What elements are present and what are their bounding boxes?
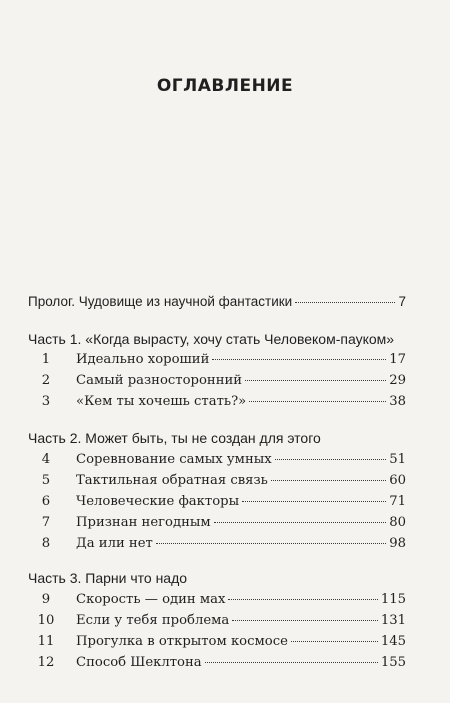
chapter-page: 60 [389, 473, 406, 488]
chapter-page: 115 [380, 592, 406, 607]
chapter-page: 80 [389, 515, 406, 530]
chapter-title: Идеально хороший [76, 352, 210, 367]
toc-entry-chapter-9 [28, 592, 406, 612]
toc-entry-chapter-6 [28, 494, 406, 514]
toc-entry-chapter-2 [28, 373, 406, 393]
chapter-number: 12 [37, 655, 55, 670]
toc-entry-chapter-3 [28, 394, 406, 414]
chapter-page: 38 [389, 394, 406, 409]
chapter-title: Человеческие факторы [76, 494, 240, 509]
chapter-page: 71 [389, 494, 406, 509]
chapter-number: 7 [41, 515, 51, 530]
chapter-title: «Кем ты хочешь стать?» [76, 394, 247, 409]
toc-entry-chapter-10 [28, 613, 406, 633]
chapter-number: 8 [41, 536, 51, 551]
dot-leader [242, 501, 386, 502]
chapter-title: Признан негодным [76, 515, 211, 530]
toc-entry-chapter-1 [28, 352, 406, 372]
chapter-page: 98 [389, 536, 406, 551]
toc-entry-chapter-4 [28, 452, 406, 472]
toc-entry-title: Пролог. Чудовище из научной фантастики [28, 294, 293, 309]
chapter-title: Самый разносторонний [76, 373, 243, 388]
part-heading-1: Часть 1. «Когда вырасту, хочу стать Человеком-пауком» [28, 331, 395, 347]
part-heading-3: Часть 3. Парни что надо [28, 570, 188, 586]
chapter-title: Соревнование самых умных [76, 452, 272, 467]
dot-leader [232, 620, 378, 621]
toc-entry-chapter-12 [28, 655, 406, 675]
chapter-page: 155 [380, 655, 406, 670]
chapter-number: 2 [41, 373, 51, 388]
toc-entry-chapter-11 [28, 634, 406, 654]
dot-leader [205, 662, 378, 663]
chapter-number: 1 [41, 352, 51, 367]
dot-leader [275, 459, 387, 460]
chapter-title: Прогулка в открытом космосе [76, 634, 288, 649]
chapter-number: 11 [37, 634, 55, 649]
dot-leader [295, 302, 395, 303]
dot-leader [228, 599, 377, 600]
chapter-page: 51 [389, 452, 406, 467]
toc-entry-prologue [28, 294, 406, 314]
chapter-title: Да или нет [76, 536, 153, 551]
chapter-number: 9 [41, 592, 51, 607]
toc-entry-chapter-7 [28, 515, 406, 535]
toc-entry-page: 7 [398, 294, 406, 309]
chapter-title: Тактильная обратная связь [76, 473, 268, 488]
page-title: ОГЛАВЛЕНИЕ [156, 76, 294, 96]
chapter-number: 10 [37, 613, 55, 628]
chapter-page: 29 [389, 373, 406, 388]
dot-leader [249, 401, 386, 402]
toc-entry-chapter-5 [28, 473, 406, 493]
chapter-title: Скорость — один мах [76, 592, 226, 607]
part-heading-2: Часть 2. Может быть, ты не создан для этого [28, 430, 321, 446]
dot-leader [214, 522, 387, 523]
chapter-page: 145 [380, 634, 406, 649]
chapter-number: 6 [41, 494, 51, 509]
toc-entry-chapter-8 [28, 536, 406, 556]
chapter-page: 17 [389, 352, 406, 367]
chapter-title: Если у тебя проблема [76, 613, 230, 628]
chapter-number: 5 [41, 473, 51, 488]
dot-leader [245, 380, 386, 381]
dot-leader [212, 359, 386, 360]
chapter-number: 3 [41, 394, 51, 409]
dot-leader [156, 543, 386, 544]
chapter-title: Способ Шеклтона [76, 655, 202, 670]
dot-leader [291, 641, 378, 642]
dot-leader [271, 480, 386, 481]
chapter-number: 4 [41, 452, 51, 467]
chapter-page: 131 [380, 613, 406, 628]
